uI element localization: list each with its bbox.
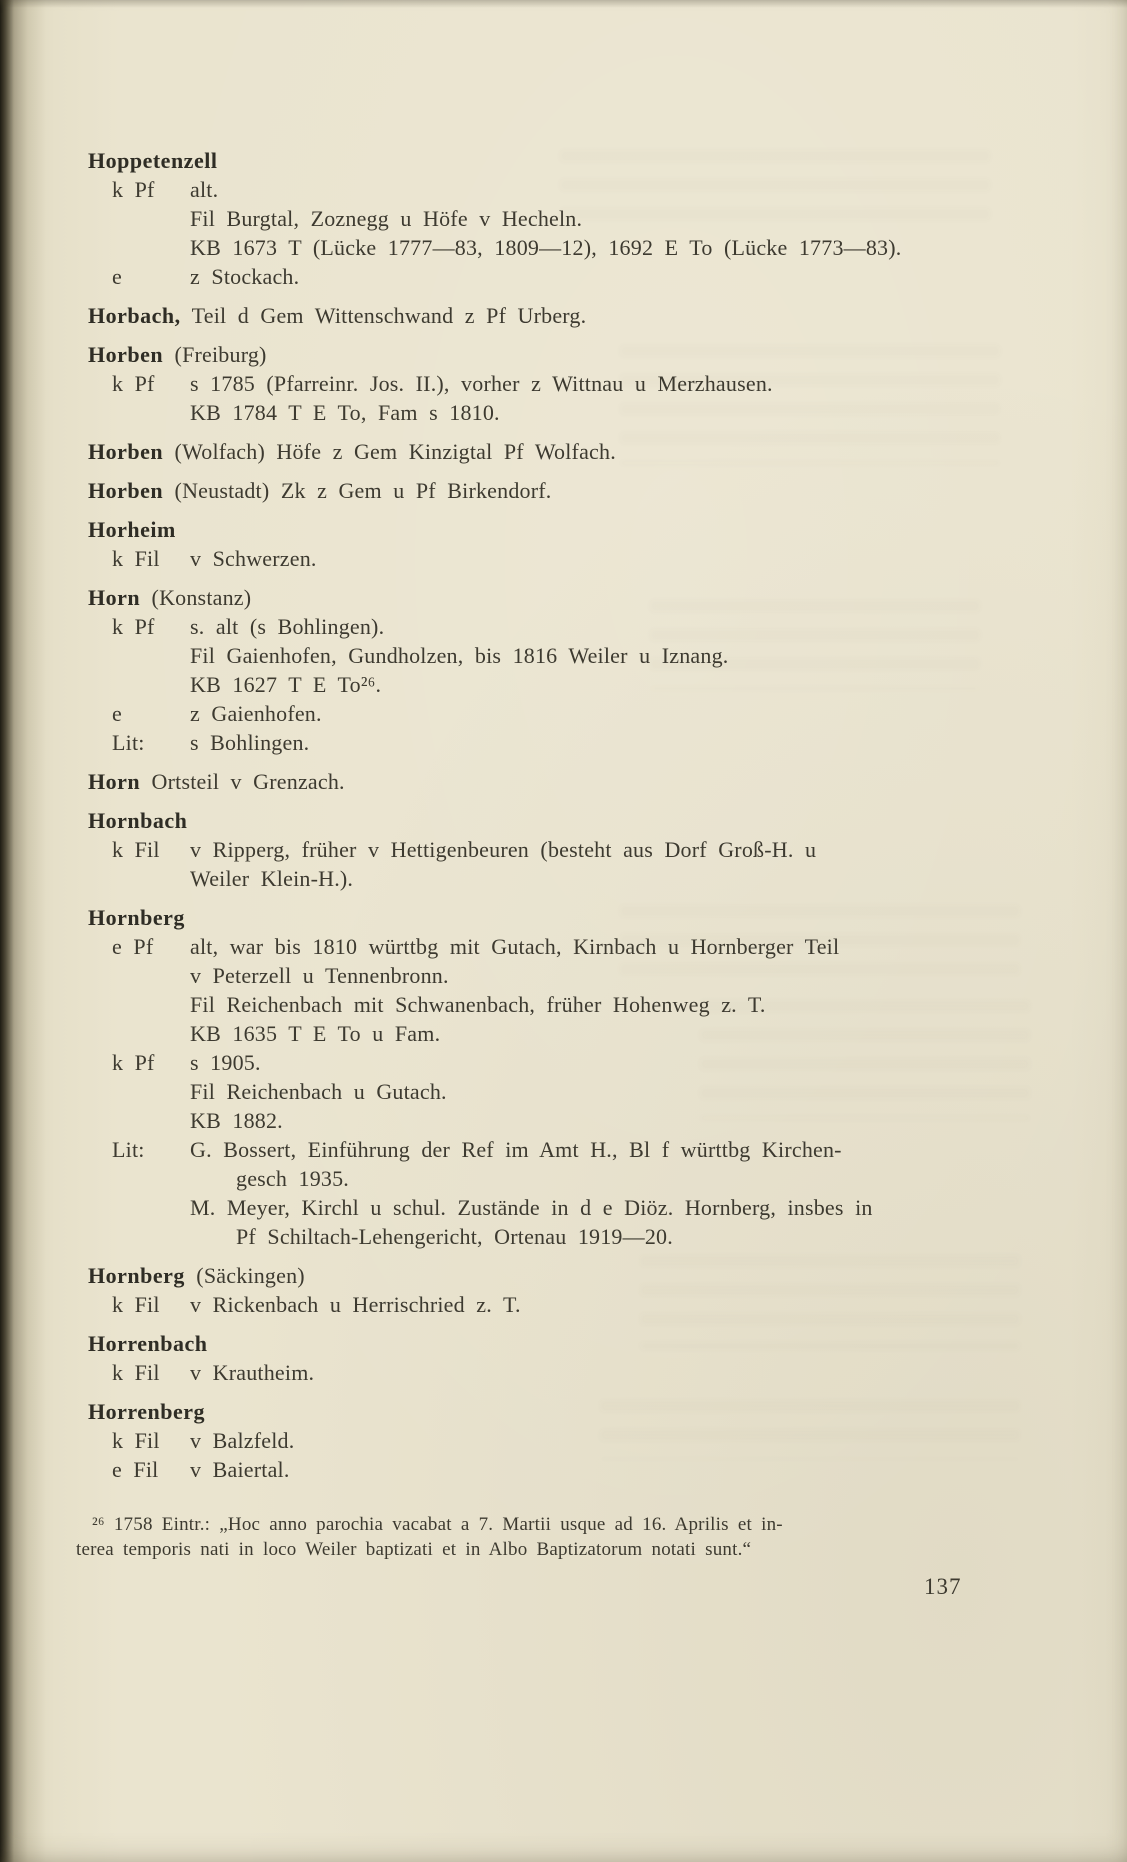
entry-headword-suffix: (Säckingen): [184, 1263, 305, 1288]
entry-headword: Hoppetenzell: [88, 148, 218, 173]
row-lines: [190, 175, 1020, 262]
entry-inline-text: Ortsteil v Grenzach.: [140, 769, 345, 794]
entry-headline: [88, 583, 1020, 612]
entry-headline: [88, 146, 1020, 175]
text-line: s 1905.: [190, 1050, 261, 1075]
row-lines: [190, 544, 1020, 573]
entry-headline: [88, 340, 1020, 369]
text-line: v Rickenbach u Herrischried z. T.: [190, 1292, 521, 1317]
row-label: k Fil: [112, 837, 160, 862]
text-line: KB 1673 T (Lücke 1777—83, 1809—12), 1692 E To (Lücke 1773—83).: [190, 235, 902, 260]
text-line: alt, war bis 1810 württbg mit Gutach, Kirnbach u Hornberger Teil: [190, 934, 840, 959]
entry-headline: [88, 476, 1020, 505]
text-line: v Schwerzen.: [190, 546, 317, 571]
entry-row: [88, 728, 1020, 757]
dictionary-entry: [88, 340, 1020, 427]
entry-headline: [88, 437, 1020, 466]
row-lines: [190, 1455, 1020, 1484]
entry-inline-text: Zk z Gem u Pf Birkendorf.: [269, 478, 552, 503]
entry-row: [88, 1455, 1020, 1484]
text-line: gesch 1935.: [236, 1166, 350, 1191]
row-lines: [190, 1135, 1020, 1251]
entry-headline: [88, 301, 1020, 330]
entry-headword: Horrenbach: [88, 1331, 208, 1356]
entry-headword-suffix: (Konstanz): [140, 585, 252, 610]
dictionary-entry: [88, 1397, 1020, 1484]
text-line: s 1785 (Pfarreinr. Jos. II.), vorher z Wittnau u Merzhausen.: [190, 371, 773, 396]
row-label: e: [112, 701, 122, 726]
text-line: Fil Burgtal, Zoznegg u Höfe v Hecheln.: [190, 206, 583, 231]
text-line: KB 1635 T E To u Fam.: [190, 1021, 441, 1046]
entry-row: [88, 835, 1020, 893]
text-line: Fil Gaienhofen, Gundholzen, bis 1816 Weiler u Iznang.: [190, 643, 729, 668]
entry-headword: Horben: [88, 342, 164, 367]
text-line: v Peterzell u Tennenbronn.: [190, 963, 449, 988]
dictionary-entry: [88, 806, 1020, 893]
row-label: e: [112, 264, 122, 289]
text-line: v Baiertal.: [190, 1457, 290, 1482]
text-line: alt.: [190, 177, 219, 202]
entry-headword: Horbach,: [88, 303, 181, 328]
row-label: Lit:: [112, 730, 145, 755]
text-line: s. alt (s Bohlingen).: [190, 614, 385, 639]
row-label: k Fil: [112, 1292, 160, 1317]
dictionary-entry: [88, 1261, 1020, 1319]
dictionary-entry: [88, 437, 1020, 466]
dictionary-entry: [88, 903, 1020, 1251]
text-line: v Krautheim.: [190, 1360, 315, 1385]
entry-headline: [88, 1397, 1020, 1426]
entry-headword: Horheim: [88, 517, 176, 542]
row-lines: [190, 728, 1020, 757]
row-label: k Pf: [112, 1050, 155, 1075]
text-line: z Gaienhofen.: [190, 701, 322, 726]
row-lines: [190, 699, 1020, 728]
row-label: k Fil: [112, 1360, 160, 1385]
entry-headword: Hornberg: [88, 905, 185, 930]
text-line: Weiler Klein-H.).: [190, 866, 354, 891]
text-line: KB 1784 T E To, Fam s 1810.: [190, 400, 500, 425]
entry-row: [88, 544, 1020, 573]
row-label: e Pf: [112, 934, 154, 959]
entry-headword: Hornberg: [88, 1263, 185, 1288]
text-line: KB 1882.: [190, 1108, 283, 1133]
dictionary-entry: [88, 515, 1020, 573]
entry-row: [88, 175, 1020, 262]
entry-headline: [88, 806, 1020, 835]
entry-row: [88, 1135, 1020, 1251]
entry-row: [88, 1358, 1020, 1387]
text-line: G. Bossert, Einführung der Ref im Amt H., Bl f württbg Kirchen-: [190, 1137, 842, 1162]
footnote: [76, 1512, 1056, 1562]
entry-row: [88, 1048, 1020, 1135]
dictionary-entry: [88, 583, 1020, 757]
page-content: [76, 146, 1020, 1562]
text-line: v Ripperg, früher v Hettigenbeuren (besteht aus Dorf Groß-H. u: [190, 837, 817, 862]
entry-row: [88, 932, 1020, 1048]
page-number: 137: [924, 1574, 962, 1599]
row-lines: [190, 612, 1020, 699]
entry-row: [88, 1426, 1020, 1455]
entry-headword: Hornbach: [88, 808, 188, 833]
entry-row: [88, 612, 1020, 699]
text-line: Pf Schiltach-Lehengericht, Ortenau 1919—20.: [236, 1224, 673, 1249]
text-line: Fil Reichenbach u Gutach.: [190, 1079, 447, 1104]
row-lines: [190, 262, 1020, 291]
dictionary-entry: [88, 1329, 1020, 1387]
dictionary-entry: [88, 767, 1020, 796]
row-label: Lit:: [112, 1137, 145, 1162]
page-left-edge-shadow: [0, 0, 46, 1862]
entry-headword-suffix: (Neustadt): [163, 478, 270, 503]
row-lines: [190, 1358, 1020, 1387]
row-label: k Pf: [112, 177, 155, 202]
row-label: k Fil: [112, 1428, 160, 1453]
entry-headword-suffix: (Freiburg): [163, 342, 267, 367]
entry-row: [88, 262, 1020, 291]
row-label: e Fil: [112, 1457, 159, 1482]
row-label: k Fil: [112, 546, 160, 571]
row-lines: [190, 835, 1020, 893]
entries: [88, 146, 1020, 1484]
row-lines: [190, 932, 1020, 1048]
row-lines: [190, 1290, 1020, 1319]
page-top-edge-shadow: [0, 0, 1127, 8]
entry-row: [88, 1290, 1020, 1319]
dictionary-entry: [88, 301, 1020, 330]
text-line: M. Meyer, Kirchl u schul. Zustände in d e Diöz. Hornberg, insbes in: [190, 1195, 873, 1220]
dictionary-entry: [88, 146, 1020, 291]
row-lines: [190, 1048, 1020, 1135]
text-line: v Balzfeld.: [190, 1428, 295, 1453]
entry-headword: Horn: [88, 769, 141, 794]
row-label: k Pf: [112, 614, 155, 639]
row-lines: [190, 369, 1020, 427]
entry-headword: Horben: [88, 439, 164, 464]
row-lines: [190, 1426, 1020, 1455]
entry-headline: [88, 1261, 1020, 1290]
row-label: k Pf: [112, 371, 155, 396]
entry-headline: [88, 767, 1020, 796]
entry-headline: [88, 1329, 1020, 1358]
entry-headword-suffix: (Wolfach): [163, 439, 265, 464]
footnote-line: ²⁶ 1758 Eintr.: „Hoc anno parochia vacabat a 7. Martii usque ad 16. Aprilis et in-: [92, 1514, 783, 1535]
entry-row: [88, 699, 1020, 728]
entry-headline: [88, 903, 1020, 932]
entry-row: [88, 369, 1020, 427]
footnote-line: terea temporis nati in loco Weiler baptizati et in Albo Baptizatorum notati sunt.“: [76, 1539, 752, 1560]
text-line: z Stockach.: [190, 264, 300, 289]
entry-headword: Horn: [88, 585, 141, 610]
dictionary-entry: [88, 476, 1020, 505]
entry-headword: Horrenberg: [88, 1399, 206, 1424]
entry-inline-text: Teil d Gem Wittenschwand z Pf Urberg.: [180, 303, 587, 328]
text-line: Fil Reichenbach mit Schwanenbach, früher Hohenweg z. T.: [190, 992, 766, 1017]
entry-headword: Horben: [88, 478, 164, 503]
text-line: s Bohlingen.: [190, 730, 310, 755]
entry-headline: [88, 515, 1020, 544]
entry-inline-text: Höfe z Gem Kinzigtal Pf Wolfach.: [264, 439, 616, 464]
text-line: KB 1627 T E To²⁶.: [190, 672, 382, 697]
